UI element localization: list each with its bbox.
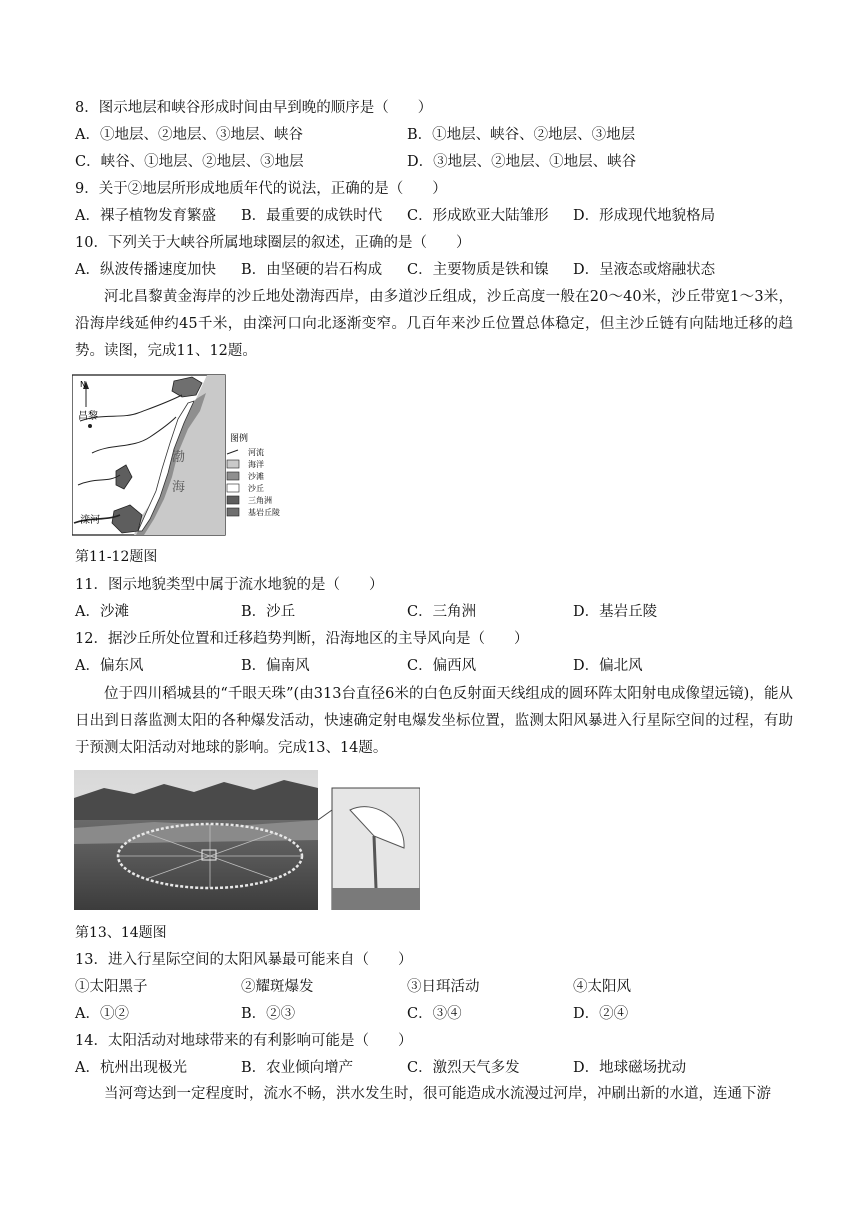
legend-sea-icon <box>227 460 239 468</box>
question-13-items <box>75 977 795 997</box>
question-12-options <box>75 656 795 676</box>
question-14-options <box>75 1058 795 1078</box>
q11-option-d: D．基岩丘陵 <box>573 604 658 620</box>
legend-sea: 海洋 <box>248 460 264 469</box>
legend-river: 河流 <box>248 448 264 457</box>
q13-item-3: ③日珥活动 <box>407 979 480 995</box>
q14-option-b: B．农业倾向增产 <box>241 1060 354 1076</box>
question-9-stem: 9．关于②地层所形成地质年代的说法，正确的是（ ） <box>75 181 447 197</box>
q10-option-c: C．主要物质是铁和镍 <box>407 262 549 278</box>
city-label: 昌黎 <box>78 411 98 422</box>
figure-caption-2: 第13、14题图 <box>75 925 167 941</box>
passage-dunes: 河北昌黎黄金海岸的沙丘地处渤海西岸，由多道沙丘组成，沙丘高度一般在20～40米，沙丘带宽1～3米，沿海岸线延伸约45千米，由滦河口向北逐渐变窄。几百年来沙丘位置总体稳定，但主沙丘链有向陆地迁移的趋势。读图，完成11、12题。 <box>75 289 793 359</box>
q9-option-d: D．形成现代地貌格局 <box>573 208 716 224</box>
north-label: N <box>80 380 86 389</box>
q9-option-b: B．最重要的成铁时代 <box>241 208 383 224</box>
sea-label-2: 海 <box>172 480 186 495</box>
question-10-stem: 10．下列关于大峡谷所属地球圈层的叙述，正确的是（ ） <box>75 235 471 251</box>
q13-option-d: D．②④ <box>573 1006 629 1022</box>
question-8-stem: 8．图示地层和峡谷形成时间由早到晚的顺序是（ ） <box>75 100 433 116</box>
q13-item-2: ②耀斑爆发 <box>241 979 314 995</box>
q8-option-c: C．峡谷、①地层、②地层、③地层 <box>75 154 304 170</box>
q12-option-b: B．偏南风 <box>241 658 310 674</box>
inset-ground <box>332 888 420 910</box>
legend-hill: 基岩丘陵 <box>248 508 280 517</box>
legend-delta-icon <box>227 496 239 504</box>
dune-map-figure <box>72 373 302 538</box>
q8-option-a: A．①地层、②地层、③地层、峡谷 <box>75 127 303 143</box>
telescope-photo-figure <box>74 770 420 910</box>
question-12-stem: 12．据沙丘所处位置和迁移趋势判断，沿海地区的主导风向是（ ） <box>75 631 529 647</box>
sea-label-1: 渤 <box>172 450 186 465</box>
river-label: 滦河 <box>80 515 100 526</box>
passage-telescope: 位于四川稻城县的“千眼天珠”(由313台直径6米的白色反射面天线组成的圆环阵太阳射电成像望远镜)，能从日出到日落监测太阳的各种爆发活动，快速确定射电爆发坐标位置，监测太阳风暴进入行星际空间的过程，有助于预测太阳活动对地球的影响。完成13、14题。 <box>75 686 793 756</box>
legend-river-icon <box>227 450 238 454</box>
q14-option-a: A．杭州出现极光 <box>75 1060 187 1076</box>
q11-option-b: B．沙丘 <box>241 604 296 620</box>
q13-option-c: C．③④ <box>407 1006 462 1022</box>
q13-item-4: ④太阳风 <box>573 979 631 995</box>
q10-option-b: B．由坚硬的岩石构成 <box>241 262 383 278</box>
telescope-photo <box>74 770 420 910</box>
antenna-mast <box>374 836 376 888</box>
question-13-stem: 13．进入行星际空间的太阳风暴最可能来自（ ） <box>75 952 413 968</box>
legend-beach: 沙滩 <box>248 472 264 481</box>
q11-option-c: C．三角洲 <box>407 604 477 620</box>
passage-river-bend: 当河弯达到一定程度时，流水不畅，洪水发生时，很可能造成水流漫过河岸，冲刷出新的水道，连通下游 <box>104 1086 771 1102</box>
question-14-stem: 14．太阳活动对地球带来的有利影响可能是（ ） <box>75 1033 413 1049</box>
q13-option-b: B．②③ <box>241 1006 296 1022</box>
legend-hill-icon <box>227 508 239 516</box>
legend-dune-icon <box>227 484 239 492</box>
q9-option-a: A．裸子植物发育繁盛 <box>75 208 216 224</box>
q14-option-c: C．激烈天气多发 <box>407 1060 520 1076</box>
q9-option-c: C．形成欧亚大陆雏形 <box>407 208 549 224</box>
question-9-options <box>75 206 795 226</box>
q12-option-d: D．偏北风 <box>573 658 643 674</box>
legend-dune: 沙丘 <box>248 484 264 493</box>
legend-beach-icon <box>227 472 239 480</box>
legend-title: 图例 <box>230 434 249 444</box>
q12-option-a: A．偏东风 <box>75 658 144 674</box>
q11-option-a: A．沙滩 <box>75 604 129 620</box>
callout-line <box>318 810 332 820</box>
q8-option-b: B．①地层、峡谷、②地层、③地层 <box>407 127 636 143</box>
question-13-options <box>75 1004 795 1024</box>
question-8-options <box>75 125 795 145</box>
legend-delta: 三角洲 <box>248 496 272 505</box>
figure-caption-1: 第11-12题图 <box>75 549 158 565</box>
question-11-options <box>75 602 795 622</box>
dune-map <box>72 373 302 538</box>
question-11-stem: 11．图示地貌类型中属于流水地貌的是（ ） <box>75 577 384 593</box>
q13-option-a: A．①② <box>75 1006 129 1022</box>
question-10-options <box>75 260 795 280</box>
q8-option-d: D．③地层、②地层、①地层、峡谷 <box>407 154 637 170</box>
q14-option-d: D．地球磁场扰动 <box>573 1060 687 1076</box>
q12-option-c: C．偏西风 <box>407 658 477 674</box>
q10-option-a: A．纵波传播速度加快 <box>75 262 216 278</box>
q10-option-d: D．呈液态或熔融状态 <box>573 262 716 278</box>
city-marker-icon <box>88 424 92 428</box>
q13-item-1: ①太阳黑子 <box>75 979 148 995</box>
question-8-options-2 <box>75 152 795 172</box>
